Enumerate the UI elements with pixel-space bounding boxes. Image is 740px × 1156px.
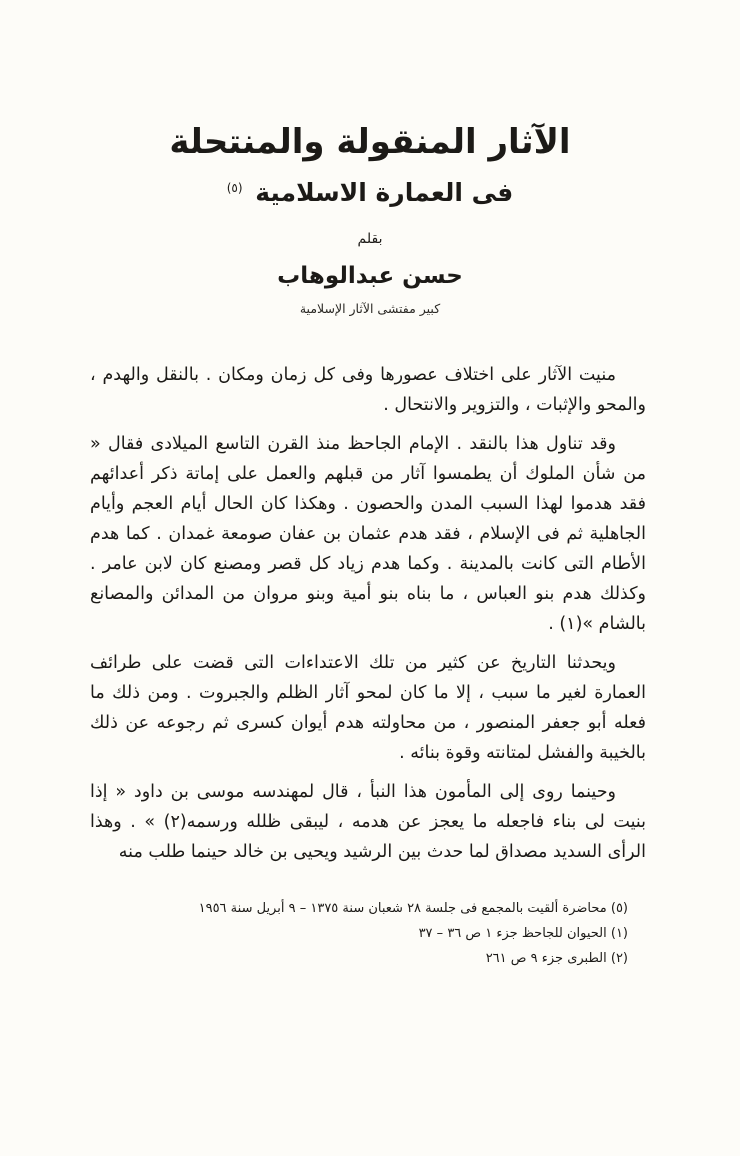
title-block <box>0 0 740 316</box>
footnotes-section <box>96 897 628 970</box>
paragraph: منيت الآثار على اختلاف عصورها وفى كل زمان ومكان . بالنقل والهدم ، والمحو والإثبات ، والتزوير والانتحال . <box>90 365 646 415</box>
author-role: كبير مفتشى الآثار الإسلامية <box>299 301 441 316</box>
subtitle-text: فى العمارة الاسلامية <box>255 178 514 207</box>
author-name: حسن عبدالوهاب <box>277 263 463 289</box>
page-title: الآثار المنقولة والمنتحلة <box>169 122 571 162</box>
byline-label: بقلم <box>357 231 383 247</box>
paragraph: وقد تناول هذا بالنقد . الإمام الجاحظ منذ القرن التاسع الميلادى فقال « من شأن الملوك أن يطمسوا آثار من قبلهم والعمل على إماتة ذكر أعدائهم فقد هدموا لهذا السبب المدن والحصون . وهكذا كان الحال أيام العجم وأيام الجاهلية ثم فى الإسلام ، فقد هدم عثمان بن عفان صومعة غمدان . كما هدم الأطام التى كانت بالمدينة . وكما هدم زياد كل قصر ومصنع كان لابن عامر . وكذلك هدم بنو العباس ، ما بناه بنو أمية وبنو مروان من المدائن والمصانع بالشام »(١) . <box>90 434 646 634</box>
footnote-item: (٢) الطبرى جزء ٩ ص ٢٦١ <box>485 951 628 966</box>
page-subtitle <box>0 178 740 207</box>
paragraph: وحينما روى إلى المأمون هذا النبأ ، قال لمهندسه موسى بن داود « إذا بنيت لى بناء فاجعله ما يعجز عن هدمه ، ليبقى ظلله ورسمه(٢) » . وهذا الرأى السديد مصداق لما حدث بين الرشيد ويحيى بن خالد حينما طلب منه <box>90 782 647 862</box>
footnote-item: (٥) محاضرة ألقيت بالمجمع فى جلسة ٢٨ شعبان سنة ١٣٧٥ – ٩ أبريل سنة ١٩٥٦ <box>198 901 628 916</box>
article-body <box>90 360 646 867</box>
paragraph: ويحدثنا التاريخ عن كثير من تلك الاعتداءات التى قضت على طرائف العمارة لغير ما سبب ، إلا ما كان لمحو آثار الظلم والجبروت . ومن ذلك ما فعله أبو جعفر المنصور ، من محاولته هدم أيوان كسرى ثم رجوعه عن ذلك بالخيبة والفشل لمتانته وقوة بنائه . <box>90 653 646 763</box>
footnote-item: (١) الحيوان للجاحظ جزء ١ ص ٣٦ – ٣٧ <box>418 926 628 941</box>
title-footnote-marker: (٥) <box>226 180 243 195</box>
